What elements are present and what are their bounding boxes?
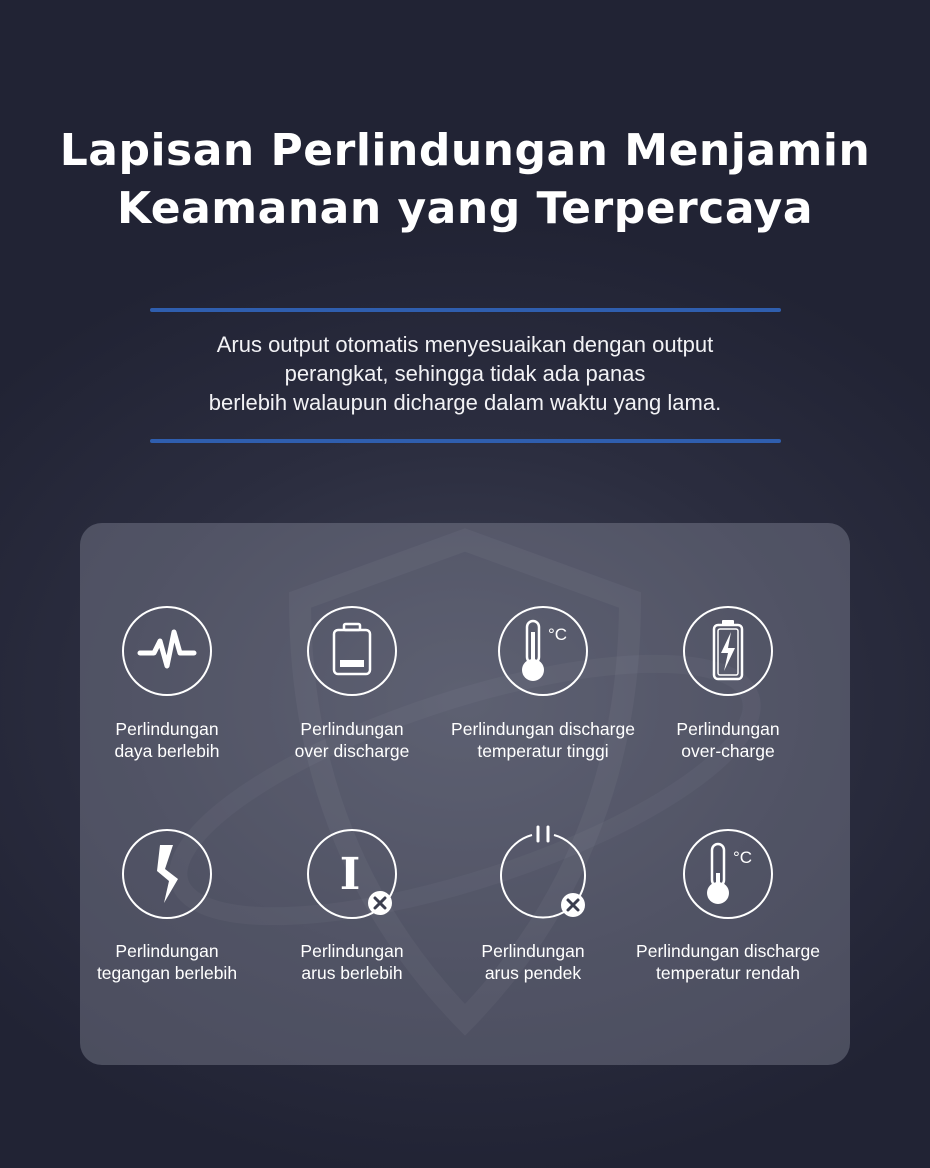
current-cross-icon bbox=[307, 829, 397, 919]
battery-charging-icon bbox=[683, 606, 773, 696]
thermometer-low-icon bbox=[683, 829, 773, 919]
description-line-3: berlebih walaupun dicharge dalam waktu yang lama. bbox=[208, 390, 722, 415]
feature-label: Perlindungan arus berlebih bbox=[300, 941, 404, 983]
celsius-unit: °C bbox=[733, 848, 753, 867]
feature-label: Perlindungan discharge temperatur tinggi bbox=[451, 719, 635, 761]
features-panel bbox=[80, 523, 850, 1065]
description-line-1: Arus output otomatis menyesuaikan dengan output bbox=[216, 332, 714, 357]
divider-top bbox=[150, 308, 781, 312]
description bbox=[80, 330, 850, 417]
feature-label: Perlindungan over discharge bbox=[294, 719, 410, 761]
current-symbol: I bbox=[339, 849, 361, 900]
feature-label: Perlindungan over-charge bbox=[676, 719, 780, 761]
celsius-unit: °C bbox=[548, 625, 568, 644]
lightning-icon bbox=[122, 829, 212, 919]
divider-bottom bbox=[150, 439, 781, 443]
description-line-2: perangkat, sehingga tidak ada panas bbox=[284, 361, 646, 386]
title-line-1: Lapisan Perlindungan Menjamin bbox=[59, 125, 871, 176]
thermometer-high-icon bbox=[498, 606, 588, 696]
title-line-2: Keamanan yang Terpercaya bbox=[116, 183, 814, 234]
feature-label: Perlindungan tegangan berlebih bbox=[96, 941, 238, 983]
feature-label: Perlindungan daya berlebih bbox=[114, 719, 220, 761]
short-circuit-icon bbox=[498, 829, 588, 919]
feature-label: Perlindungan arus pendek bbox=[481, 941, 585, 983]
heartbeat-icon bbox=[122, 606, 212, 696]
feature-label: Perlindungan discharge temperatur rendah bbox=[636, 941, 820, 983]
page-title bbox=[0, 122, 930, 238]
battery-low-icon bbox=[307, 606, 397, 696]
